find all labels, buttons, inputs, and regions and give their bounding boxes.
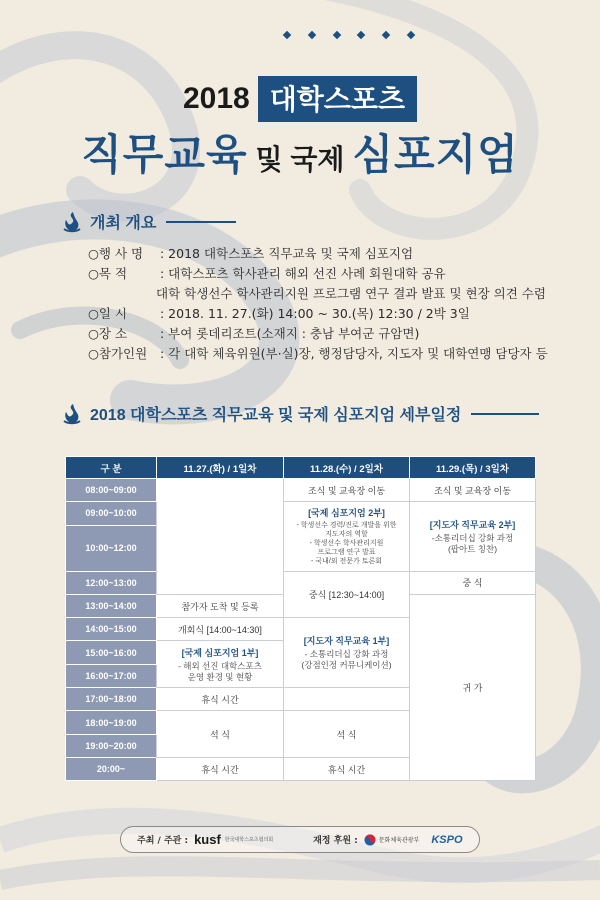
symposium-1-title: [국제 심포지엄 1부] (181, 647, 259, 658)
day3-coach-training-2 (410, 502, 536, 571)
kspo-logo: KSPO (431, 833, 463, 846)
header-cell: 11.28.(수) / 2일차 (284, 457, 410, 479)
day1-rest-evening: 휴식 시간 (157, 757, 284, 780)
overview-label: ○일 시 (88, 306, 128, 321)
symposium-2-line: - 학생선수 경력/진로 개발을 위한 (296, 522, 397, 530)
title-highlight: 대학스포츠 (258, 76, 417, 122)
coach-training-1-title: [지도자 직무교육 1부] (303, 636, 390, 647)
title-connector: 및 국제 (255, 144, 345, 175)
day1-rest: 휴식 시간 (157, 688, 284, 711)
overview-value: 대학 학생선수 학사관리지원 프로그램 연구 결과 발표 및 현장 의견 수렴 (156, 286, 546, 301)
day2-rest-evening: 휴식 시간 (284, 757, 410, 780)
schedule-heading-rule (471, 413, 539, 415)
day3-lunch: 중 식 (410, 571, 536, 594)
time-cell: 10:00~12:00 (66, 525, 157, 571)
overview-label: ○행 사 명 (88, 246, 144, 261)
time-cell: 16:00~17:00 (66, 664, 157, 687)
header-cell: 구 분 (66, 457, 157, 479)
title-line-1 (0, 76, 600, 122)
schedule-table (65, 456, 536, 781)
time-cell: 20:00~ (66, 757, 157, 780)
flame-emblem-icon (62, 403, 82, 425)
overview-list (88, 244, 588, 364)
overview-row-place (88, 324, 588, 344)
time-cell: 14:00~15:00 (66, 618, 157, 641)
flame-emblem-icon (62, 211, 82, 233)
overview-row-participants (88, 344, 588, 364)
coach-training-2-title: [지도자 직무교육 2부] (429, 519, 516, 530)
overview-label: ○목 적 (88, 266, 128, 281)
symposium-2-line: - 국내/외 전문가 토론회 (311, 558, 382, 566)
title-year: 2018 (183, 82, 250, 115)
kusf-logo: kusf (194, 832, 221, 847)
day1-opening: 개회식 [14:00~14:30] (157, 618, 284, 641)
day2-breakfast: 조식 및 교육장 이동 (284, 479, 410, 502)
overview-heading-rule (166, 221, 236, 223)
day1-arrival: 참가자 도착 및 등록 (157, 594, 284, 617)
overview-label: ○장 소 (88, 326, 128, 341)
coach-training-1-line: (강점인정 커뮤니케이션) (301, 660, 392, 671)
day2-lunch: 중식 [12:30~14:00] (284, 571, 410, 618)
overview-value: : 대학스포츠 학사관리 해외 선진 사례 회원대학 공유 (160, 266, 446, 281)
time-cell: 18:00~19:00 (66, 711, 157, 734)
table-row (66, 479, 536, 502)
title-decoration-dots (284, 32, 414, 38)
schedule-header-row (66, 457, 536, 479)
time-cell: 13:00~14:00 (66, 594, 157, 617)
overview-value: : 각 대학 체육위원(부·실)장, 행정담당자, 지도자 및 대학연맹 담당자 등 (160, 346, 548, 361)
table-row (66, 502, 536, 525)
schedule-heading (62, 402, 539, 425)
symposium-2-line: 프로그램 연구 발표 (317, 549, 376, 557)
coach-training-2-line: (팝아트 칭찬) (447, 543, 498, 554)
overview-value: : 2018. 11. 27.(화) 14:00 ~ 30.(목) 12:30 / 2박 3일 (160, 306, 470, 321)
symposium-1-line: 운영 환경 및 현황 (187, 671, 253, 682)
symposium-2-line: 지도자의 역할 (325, 531, 368, 539)
overview-value: : 부여 롯데리조트(소재지 : 충남 부여군 규암면) (160, 326, 420, 341)
coach-training-1-line: - 소통리더십 강화 과정 (304, 649, 389, 660)
header-cell: 11.29.(목) / 3일차 (410, 457, 536, 479)
symposium-2-line: - 학생선수 학사관리지원 (309, 540, 384, 548)
title-main-a: 직무교육 (81, 131, 248, 178)
time-cell: 08:00~09:00 (66, 479, 157, 502)
overview-label: ○참가인원 (88, 346, 148, 361)
time-cell: 15:00~16:00 (66, 641, 157, 664)
time-cell: 09:00~10:00 (66, 502, 157, 525)
host-label: 주최 / 주관 : (137, 836, 189, 846)
time-cell: 12:00~13:00 (66, 571, 157, 594)
day3-return: 귀 가 (410, 594, 536, 780)
sponsor-label: 재정 후원 : (313, 836, 358, 846)
day1-empty-cell (157, 479, 284, 595)
day1-symposium-1 (157, 641, 284, 688)
day2-gap-cell (284, 688, 410, 711)
day2-dinner: 석 식 (284, 711, 410, 758)
header-cell: 11.27.(화) / 1일차 (157, 457, 284, 479)
day1-dinner: 석 식 (157, 711, 284, 758)
coach-training-2-line: -소통리더십 강화 과정 (431, 532, 514, 543)
symposium-2-title: [국제 심포지엄 2부] (308, 508, 385, 519)
schedule-heading-text: 2018 대학스포츠 직무교육 및 국제 심포지엄 세부일정 (90, 407, 462, 424)
overview-row-purpose (88, 264, 588, 284)
time-cell: 19:00~20:00 (66, 734, 157, 757)
time-cell: 17:00~18:00 (66, 688, 157, 711)
day2-symposium-2 (284, 502, 410, 571)
mcst-name: 문화체육관광부 (378, 837, 420, 844)
title-main-b: 심포지엄 (352, 131, 519, 178)
overview-heading-text: 개최 개요 (90, 215, 157, 232)
overview-row-purpose-cont (88, 284, 588, 304)
overview-value: : 2018 대학스포츠 직무교육 및 국제 심포지엄 (160, 246, 414, 261)
overview-row-date (88, 304, 588, 324)
overview-heading (62, 210, 236, 233)
kusf-subtitle: 한국대학스포츠협의회 (224, 837, 274, 843)
title-line-2 (0, 122, 600, 182)
day2-coach-training-1 (284, 618, 410, 688)
table-row (66, 571, 536, 594)
symposium-1-line: - 해외 선진 대학스포츠 (178, 660, 262, 671)
footer-sponsors (120, 826, 480, 853)
day3-breakfast: 조식 및 교육장 이동 (410, 479, 536, 502)
taegeuk-emblem-icon (364, 834, 376, 846)
overview-row-name (88, 244, 588, 264)
